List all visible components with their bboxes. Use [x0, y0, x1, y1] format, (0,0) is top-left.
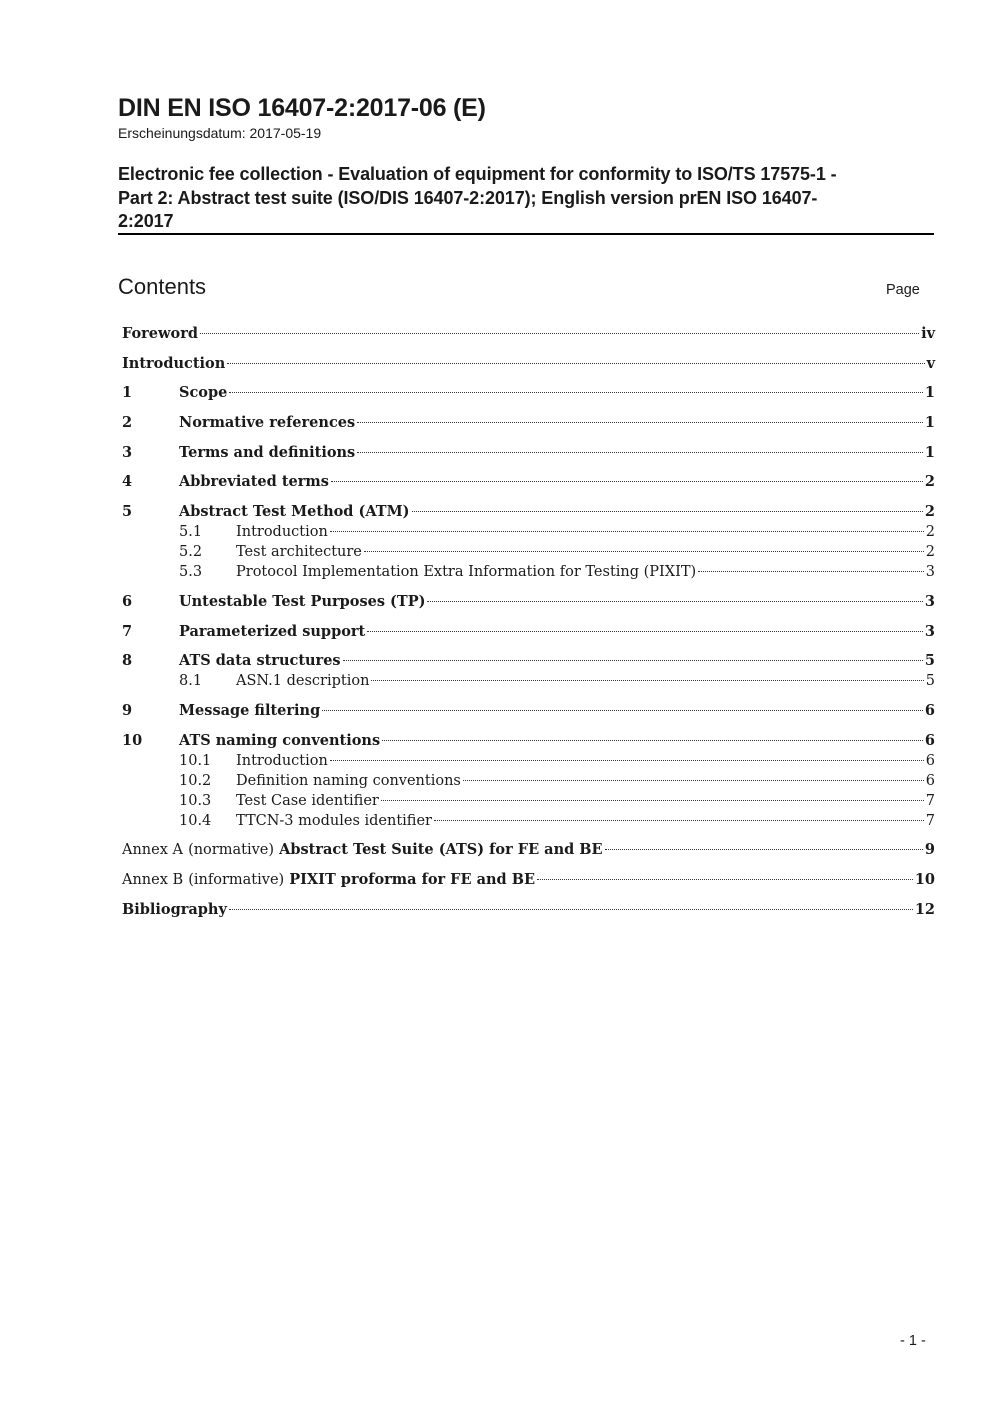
toc-subentry-label: Test architecture	[236, 544, 362, 561]
toc-entry-number: 10	[122, 731, 143, 749]
title-line: 2:2017	[118, 211, 174, 231]
toc-entry-label: ATS naming conventions	[179, 731, 381, 749]
toc-entry-number: 6	[122, 592, 133, 610]
annex-type: (normative)	[188, 842, 275, 859]
dot-leader	[357, 452, 923, 453]
document-title	[118, 163, 934, 234]
toc-entry[interactable]	[122, 622, 935, 642]
toc-entry-label: ATS data structures	[179, 652, 341, 670]
toc-entry-number: 1	[122, 384, 133, 402]
toc-entry-number: 4	[122, 473, 133, 491]
toc-entry[interactable]	[122, 731, 935, 751]
toc-entry-label: Terms and definitions	[179, 443, 356, 461]
toc-entry-number: 7	[122, 622, 133, 640]
document-id: DIN EN ISO 16407-2:2017-06 (E)	[118, 94, 486, 122]
dot-leader	[330, 531, 924, 532]
toc-entry-label: Introduction	[122, 354, 226, 372]
toc-subentry[interactable]	[122, 562, 935, 582]
dot-leader	[330, 760, 924, 761]
toc-entry-page: 5	[924, 652, 935, 670]
toc-entry[interactable]	[122, 502, 935, 522]
toc-entry[interactable]	[122, 354, 935, 374]
toc-entry[interactable]	[122, 443, 935, 463]
dot-leader	[463, 780, 924, 781]
annex-title: Abstract Test Suite (ATS) for FE and BE	[279, 841, 603, 859]
toc-subentry-number: 5.3	[179, 564, 203, 581]
toc-subentry-page: 2	[925, 544, 935, 561]
dot-leader	[698, 571, 924, 572]
toc-entry-page: 6	[924, 701, 935, 719]
toc-subentry[interactable]	[122, 522, 935, 542]
toc-subentry[interactable]	[122, 791, 935, 811]
toc-entry-page: iv	[921, 325, 935, 342]
toc-entry-label	[122, 870, 535, 890]
toc-subentry-page: 6	[925, 752, 935, 769]
toc-subentry-number: 10.4	[179, 812, 212, 829]
toc-entry-number: 5	[122, 503, 133, 521]
annex-type: (informative)	[188, 871, 285, 888]
toc-entry-label	[122, 840, 603, 860]
dot-leader	[412, 511, 923, 512]
toc-entry-label: Untestable Test Purposes (TP)	[179, 592, 426, 610]
toc-entry[interactable]	[122, 900, 935, 920]
toc-subentry-page: 7	[925, 792, 935, 809]
toc-subentry-number: 8.1	[179, 673, 203, 690]
publication-date: Erscheinungsdatum: 2017-05-19	[118, 125, 322, 141]
dot-leader	[605, 849, 923, 850]
toc-entry-number: 3	[122, 443, 133, 461]
toc-entry-page: 2	[924, 503, 935, 521]
toc-entry-page: 9	[924, 841, 935, 859]
toc-entry-label: Parameterized support	[179, 622, 366, 640]
dot-leader	[227, 363, 924, 364]
toc-entry-label: Bibliography	[122, 900, 227, 918]
annex-prefix: Annex B	[122, 871, 184, 888]
toc-entry-label: Abbreviated terms	[179, 473, 329, 491]
toc-subentry-page: 5	[925, 673, 935, 690]
toc-entry-page: 6	[924, 731, 935, 749]
toc-entry[interactable]	[122, 651, 935, 671]
toc-subentry-number: 10.2	[179, 772, 212, 789]
toc-entry-number: 2	[122, 414, 133, 432]
dot-leader	[427, 601, 922, 602]
toc-entry-page: 2	[924, 473, 935, 491]
toc-entry[interactable]	[122, 324, 935, 344]
toc-entry-page: 12	[914, 900, 935, 918]
toc-subentry-label: ASN.1 description	[236, 673, 370, 690]
dot-leader	[371, 680, 923, 681]
toc-entry[interactable]	[122, 472, 935, 492]
dot-leader	[357, 422, 923, 423]
title-line: Part 2: Abstract test suite (ISO/DIS 16407-2:2017); English version prEN ISO 16407-	[118, 187, 818, 208]
toc-subentry[interactable]	[122, 811, 935, 831]
toc-entry[interactable]	[122, 592, 935, 612]
toc-subentry-number: 5.1	[179, 524, 203, 541]
toc-entry-label: Abstract Test Method (ATM)	[179, 503, 410, 521]
toc-subentry-page: 2	[925, 524, 935, 541]
toc-entry-page: 3	[924, 592, 935, 610]
toc-subentry-page: 7	[925, 812, 935, 829]
dot-leader	[382, 740, 923, 741]
title-line: Electronic fee collection - Evaluation of equipment for conformity to ISO/TS 17575-1 -	[118, 164, 837, 184]
toc-entry[interactable]	[122, 701, 935, 721]
annex-title: PIXIT proforma for FE and BE	[289, 870, 536, 888]
annex-prefix: Annex A	[122, 842, 183, 859]
page-column-label: Page	[886, 282, 920, 298]
toc-subentry-number: 5.2	[179, 544, 203, 561]
toc-subentry[interactable]	[122, 751, 935, 771]
dot-leader	[434, 820, 924, 821]
dot-leader	[367, 631, 923, 632]
toc-entry[interactable]	[122, 840, 935, 860]
toc-subentry[interactable]	[122, 771, 935, 791]
toc-subentry-page: 3	[925, 564, 935, 581]
toc-entry-label: Foreword	[122, 325, 198, 342]
dot-leader	[343, 660, 923, 661]
toc-entry[interactable]	[122, 870, 935, 890]
toc-subentry-label: Definition naming conventions	[236, 772, 461, 789]
toc-subentry-label: Introduction	[236, 752, 328, 769]
title-divider	[118, 233, 934, 235]
toc-subentry[interactable]	[122, 542, 935, 562]
toc-subentry-label: Test Case identifier	[236, 792, 379, 809]
toc-entry-label: Message filtering	[179, 701, 321, 719]
toc-entry-page: 1	[924, 414, 935, 432]
dot-leader	[229, 392, 923, 393]
toc-subentry-number: 10.3	[179, 792, 212, 809]
toc-entry-page: 1	[924, 443, 935, 461]
toc-subentry-number: 10.1	[179, 752, 212, 769]
contents-heading: Contents	[118, 274, 207, 299]
toc-subentry-page: 6	[925, 772, 935, 789]
toc-entry-number: 9	[122, 701, 133, 719]
dot-leader	[537, 879, 913, 880]
toc-subentry-label: Protocol Implementation Extra Information for Testing (PIXIT)	[236, 564, 697, 581]
toc-entry-page: 1	[924, 384, 935, 402]
toc-subentry[interactable]	[122, 671, 935, 691]
toc-entry-label: Normative references	[179, 414, 356, 432]
toc-entry-page: 10	[914, 870, 935, 888]
dot-leader	[200, 333, 919, 334]
toc-entry[interactable]	[122, 413, 935, 433]
dot-leader	[364, 551, 924, 552]
page-number: - 1 -	[900, 1333, 926, 1349]
toc-subentry-label: Introduction	[236, 524, 328, 541]
toc-subentry-label: TTCN-3 modules identifier	[236, 812, 432, 829]
dot-leader	[331, 481, 923, 482]
toc-entry-label: Scope	[179, 384, 228, 402]
dot-leader	[381, 800, 924, 801]
table-of-contents	[122, 324, 935, 920]
toc-entry-page: v	[926, 354, 935, 372]
toc-entry[interactable]	[122, 383, 935, 403]
dot-leader	[229, 909, 913, 910]
toc-entry-number: 8	[122, 652, 133, 670]
toc-entry-page: 3	[924, 622, 935, 640]
dot-leader	[322, 710, 923, 711]
